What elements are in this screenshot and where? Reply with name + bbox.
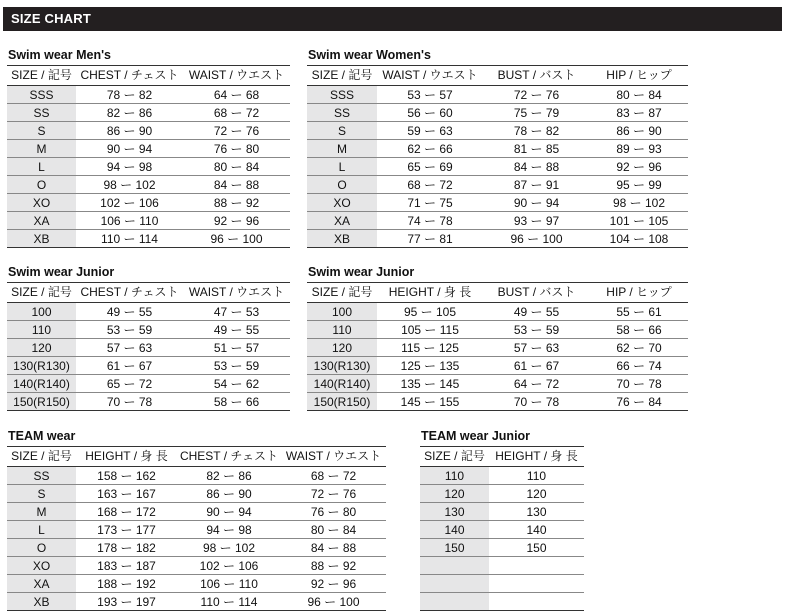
value-cell: 49 ー 55 (76, 303, 183, 321)
size-cell: 150(R150) (7, 393, 76, 411)
size-cell: O (7, 176, 76, 194)
value-cell: 92 ー 96 (590, 158, 688, 176)
column-header: BUST / バスト (483, 283, 590, 303)
men-swimwear-block (7, 45, 290, 248)
value-cell (489, 557, 584, 575)
value-cell: 183 ー 187 (76, 557, 177, 575)
value-cell: 125 ー 135 (377, 357, 483, 375)
table-row (307, 194, 688, 212)
value-cell: 53 ー 59 (183, 357, 290, 375)
value-cell: 61 ー 67 (483, 357, 590, 375)
size-cell: L (7, 158, 76, 176)
value-cell: 88 ー 92 (281, 557, 386, 575)
value-cell: 90 ー 94 (483, 194, 590, 212)
size-cell: XO (7, 194, 76, 212)
size-cell: S (7, 485, 76, 503)
size-cell: M (307, 140, 377, 158)
size-cell: XA (307, 212, 377, 230)
value-cell: 55 ー 61 (590, 303, 688, 321)
table-row (7, 503, 386, 521)
size-cell: S (7, 122, 76, 140)
size-cell: 140(R140) (7, 375, 76, 393)
column-header: CHEST / チェスト (76, 283, 183, 303)
size-cell: L (7, 521, 76, 539)
value-cell: 78 ー 82 (483, 122, 590, 140)
size-cell: S (307, 122, 377, 140)
value-cell: 78 ー 82 (76, 86, 183, 104)
size-cell: 150(R150) (307, 393, 377, 411)
value-cell: 173 ー 177 (76, 521, 177, 539)
value-cell: 96 ー 100 (183, 230, 290, 248)
table-row (307, 303, 688, 321)
size-cell: SSS (307, 86, 377, 104)
value-cell: 84 ー 88 (483, 158, 590, 176)
value-cell: 76 ー 84 (590, 393, 688, 411)
junior-swimwear-height-table (307, 282, 688, 411)
table-row (307, 176, 688, 194)
table-row (7, 230, 290, 248)
column-header: CHEST / チェスト (177, 447, 281, 467)
value-cell: 90 ー 94 (177, 503, 281, 521)
size-cell: 110 (7, 321, 76, 339)
table-row (7, 521, 386, 539)
value-cell: 82 ー 86 (177, 467, 281, 485)
value-cell: 95 ー 105 (377, 303, 483, 321)
junior-swimwear-height-block (307, 262, 688, 411)
size-cell: 120 (307, 339, 377, 357)
value-cell: 104 ー 108 (590, 230, 688, 248)
size-cell: SS (7, 467, 76, 485)
table-row (307, 321, 688, 339)
value-cell: 86 ー 90 (177, 485, 281, 503)
junior-swimwear-table (7, 282, 290, 411)
value-cell (489, 575, 584, 593)
value-cell: 58 ー 66 (590, 321, 688, 339)
size-cell (420, 575, 489, 593)
table-row (7, 575, 386, 593)
value-cell: 65 ー 69 (377, 158, 483, 176)
size-cell: M (7, 503, 76, 521)
column-header: SIZE / 記号 (7, 66, 76, 86)
column-header: SIZE / 記号 (420, 447, 489, 467)
value-cell: 95 ー 99 (590, 176, 688, 194)
table-row (7, 357, 290, 375)
size-cell: L (307, 158, 377, 176)
value-cell: 110 (489, 467, 584, 485)
column-header: SIZE / 記号 (7, 447, 76, 467)
value-cell: 86 ー 90 (590, 122, 688, 140)
value-cell: 49 ー 55 (483, 303, 590, 321)
table-row (7, 140, 290, 158)
table-row (307, 86, 688, 104)
column-header: BUST / バスト (483, 66, 590, 86)
size-cell: SS (307, 104, 377, 122)
value-cell: 86 ー 90 (76, 122, 183, 140)
value-cell: 84 ー 88 (281, 539, 386, 557)
value-cell: 53 ー 57 (377, 86, 483, 104)
table-row (420, 593, 584, 611)
value-cell: 66 ー 74 (590, 357, 688, 375)
table-row (420, 503, 584, 521)
value-cell: 68 ー 72 (183, 104, 290, 122)
table-row (307, 212, 688, 230)
table-row (7, 212, 290, 230)
column-header: SIZE / 記号 (307, 283, 377, 303)
value-cell: 72 ー 76 (183, 122, 290, 140)
value-cell: 135 ー 145 (377, 375, 483, 393)
women-swimwear-block (307, 45, 688, 248)
table-row (7, 485, 386, 503)
value-cell: 56 ー 60 (377, 104, 483, 122)
value-cell: 89 ー 93 (590, 140, 688, 158)
value-cell: 72 ー 76 (281, 485, 386, 503)
table-row (7, 339, 290, 357)
size-cell: M (7, 140, 76, 158)
size-cell: 100 (307, 303, 377, 321)
table-row (7, 375, 290, 393)
value-cell: 163 ー 167 (76, 485, 177, 503)
table-row (7, 122, 290, 140)
men-swimwear-title: Swim wear Men's (8, 48, 112, 62)
junior-swimwear-height-title: Swim wear Junior (308, 265, 415, 279)
column-header: HIP / ヒップ (590, 66, 688, 86)
table-row (7, 158, 290, 176)
value-cell: 92 ー 96 (183, 212, 290, 230)
value-cell: 110 ー 114 (177, 593, 281, 611)
value-cell: 72 ー 76 (483, 86, 590, 104)
value-cell: 101 ー 105 (590, 212, 688, 230)
value-cell: 74 ー 78 (377, 212, 483, 230)
table-row (307, 357, 688, 375)
column-header: WAIST / ウエスト (183, 66, 290, 86)
value-cell: 57 ー 63 (76, 339, 183, 357)
header-row (420, 447, 584, 467)
women-swimwear-table (307, 65, 688, 248)
women-swimwear-title: Swim wear Women's (308, 48, 431, 62)
value-cell: 49 ー 55 (183, 321, 290, 339)
value-cell: 70 ー 78 (590, 375, 688, 393)
header-row (307, 283, 688, 303)
table-row (7, 321, 290, 339)
value-cell: 178 ー 182 (76, 539, 177, 557)
team-wear-block (7, 426, 386, 611)
size-cell: XO (307, 194, 377, 212)
value-cell: 87 ー 91 (483, 176, 590, 194)
size-cell: SSS (7, 86, 76, 104)
table-row (7, 557, 386, 575)
value-cell: 68 ー 72 (377, 176, 483, 194)
value-cell: 70 ー 78 (483, 393, 590, 411)
team-wear-junior-block (420, 426, 584, 611)
column-header: HIP / ヒップ (590, 283, 688, 303)
value-cell: 76 ー 80 (281, 503, 386, 521)
value-cell: 54 ー 62 (183, 375, 290, 393)
size-cell: 150 (420, 539, 489, 557)
table-row (7, 194, 290, 212)
column-header: WAIST / ウエスト (183, 283, 290, 303)
value-cell: 193 ー 197 (76, 593, 177, 611)
value-cell: 71 ー 75 (377, 194, 483, 212)
value-cell: 51 ー 57 (183, 339, 290, 357)
table-row (7, 86, 290, 104)
value-cell: 53 ー 59 (76, 321, 183, 339)
table-row (7, 104, 290, 122)
value-cell: 98 ー 102 (76, 176, 183, 194)
value-cell: 70 ー 78 (76, 393, 183, 411)
value-cell: 64 ー 68 (183, 86, 290, 104)
header-row (7, 66, 290, 86)
value-cell: 168 ー 172 (76, 503, 177, 521)
value-cell: 102 ー 106 (177, 557, 281, 575)
junior-swimwear-block (7, 262, 290, 411)
value-cell: 93 ー 97 (483, 212, 590, 230)
table-row (307, 158, 688, 176)
value-cell: 145 ー 155 (377, 393, 483, 411)
value-cell: 59 ー 63 (377, 122, 483, 140)
value-cell: 80 ー 84 (590, 86, 688, 104)
team-wear-table (7, 446, 386, 611)
size-cell: XB (7, 593, 76, 611)
table-row (7, 539, 386, 557)
value-cell: 150 (489, 539, 584, 557)
value-cell: 64 ー 72 (483, 375, 590, 393)
size-cell: 120 (420, 485, 489, 503)
header-row (307, 66, 688, 86)
table-row (307, 230, 688, 248)
column-header: HEIGHT / 身 長 (377, 283, 483, 303)
size-cell: XA (7, 575, 76, 593)
value-cell: 158 ー 162 (76, 467, 177, 485)
value-cell: 53 ー 59 (483, 321, 590, 339)
table-row (420, 485, 584, 503)
size-cell: O (307, 176, 377, 194)
table-row (307, 122, 688, 140)
team-wear-title: TEAM wear (8, 429, 76, 443)
column-header: CHEST / チェスト (76, 66, 183, 86)
value-cell: 115 ー 125 (377, 339, 483, 357)
size-cell: 140(R140) (307, 375, 377, 393)
value-cell: 130 (489, 503, 584, 521)
value-cell: 57 ー 63 (483, 339, 590, 357)
value-cell: 76 ー 80 (183, 140, 290, 158)
column-header: WAIST / ウエスト (377, 66, 483, 86)
table-row (420, 557, 584, 575)
table-row (7, 593, 386, 611)
size-cell: 140 (420, 521, 489, 539)
size-cell: 130(R130) (7, 357, 76, 375)
value-cell: 90 ー 94 (76, 140, 183, 158)
value-cell: 75 ー 79 (483, 104, 590, 122)
table-row (420, 467, 584, 485)
column-header: HEIGHT / 身 長 (76, 447, 177, 467)
men-swimwear-table (7, 65, 290, 248)
table-row (420, 539, 584, 557)
size-cell: SS (7, 104, 76, 122)
value-cell: 81 ー 85 (483, 140, 590, 158)
value-cell: 84 ー 88 (183, 176, 290, 194)
team-wear-junior-title: TEAM wear Junior (421, 429, 531, 443)
value-cell: 47 ー 53 (183, 303, 290, 321)
table-row (420, 521, 584, 539)
header-row (7, 447, 386, 467)
value-cell: 92 ー 96 (281, 575, 386, 593)
value-cell: 120 (489, 485, 584, 503)
size-cell (420, 593, 489, 611)
size-cell: XA (7, 212, 76, 230)
value-cell: 102 ー 106 (76, 194, 183, 212)
table-row (307, 375, 688, 393)
column-header: WAIST / ウエスト (281, 447, 386, 467)
size-cell: XO (7, 557, 76, 575)
size-cell: XB (307, 230, 377, 248)
value-cell: 68 ー 72 (281, 467, 386, 485)
table-row (7, 467, 386, 485)
junior-swimwear-title: Swim wear Junior (8, 265, 115, 279)
value-cell: 83 ー 87 (590, 104, 688, 122)
value-cell: 61 ー 67 (76, 357, 183, 375)
size-cell: 110 (307, 321, 377, 339)
table-row (7, 303, 290, 321)
table-row (307, 140, 688, 158)
value-cell: 82 ー 86 (76, 104, 183, 122)
value-cell: 94 ー 98 (177, 521, 281, 539)
value-cell: 96 ー 100 (483, 230, 590, 248)
size-cell: 100 (7, 303, 76, 321)
table-row (307, 393, 688, 411)
size-chart-header: SIZE CHART (3, 7, 782, 31)
value-cell: 80 ー 84 (281, 521, 386, 539)
table-row (7, 393, 290, 411)
value-cell (489, 593, 584, 611)
value-cell: 96 ー 100 (281, 593, 386, 611)
value-cell: 65 ー 72 (76, 375, 183, 393)
value-cell: 140 (489, 521, 584, 539)
value-cell: 77 ー 81 (377, 230, 483, 248)
value-cell: 98 ー 102 (590, 194, 688, 212)
size-cell: XB (7, 230, 76, 248)
value-cell: 58 ー 66 (183, 393, 290, 411)
size-cell: 130(R130) (307, 357, 377, 375)
value-cell: 62 ー 66 (377, 140, 483, 158)
size-cell: O (7, 539, 76, 557)
column-header: SIZE / 記号 (7, 283, 76, 303)
size-cell: 120 (7, 339, 76, 357)
value-cell: 188 ー 192 (76, 575, 177, 593)
value-cell: 80 ー 84 (183, 158, 290, 176)
value-cell: 62 ー 70 (590, 339, 688, 357)
value-cell: 98 ー 102 (177, 539, 281, 557)
header-row (7, 283, 290, 303)
table-row (307, 339, 688, 357)
value-cell: 88 ー 92 (183, 194, 290, 212)
value-cell: 110 ー 114 (76, 230, 183, 248)
table-row (420, 575, 584, 593)
table-row (307, 104, 688, 122)
team-wear-junior-table (420, 446, 584, 611)
value-cell: 105 ー 115 (377, 321, 483, 339)
column-header: SIZE / 記号 (307, 66, 377, 86)
size-cell (420, 557, 489, 575)
column-header: HEIGHT / 身 長 (489, 447, 584, 467)
size-cell: 110 (420, 467, 489, 485)
table-row (7, 176, 290, 194)
value-cell: 94 ー 98 (76, 158, 183, 176)
value-cell: 106 ー 110 (177, 575, 281, 593)
size-cell: 130 (420, 503, 489, 521)
value-cell: 106 ー 110 (76, 212, 183, 230)
